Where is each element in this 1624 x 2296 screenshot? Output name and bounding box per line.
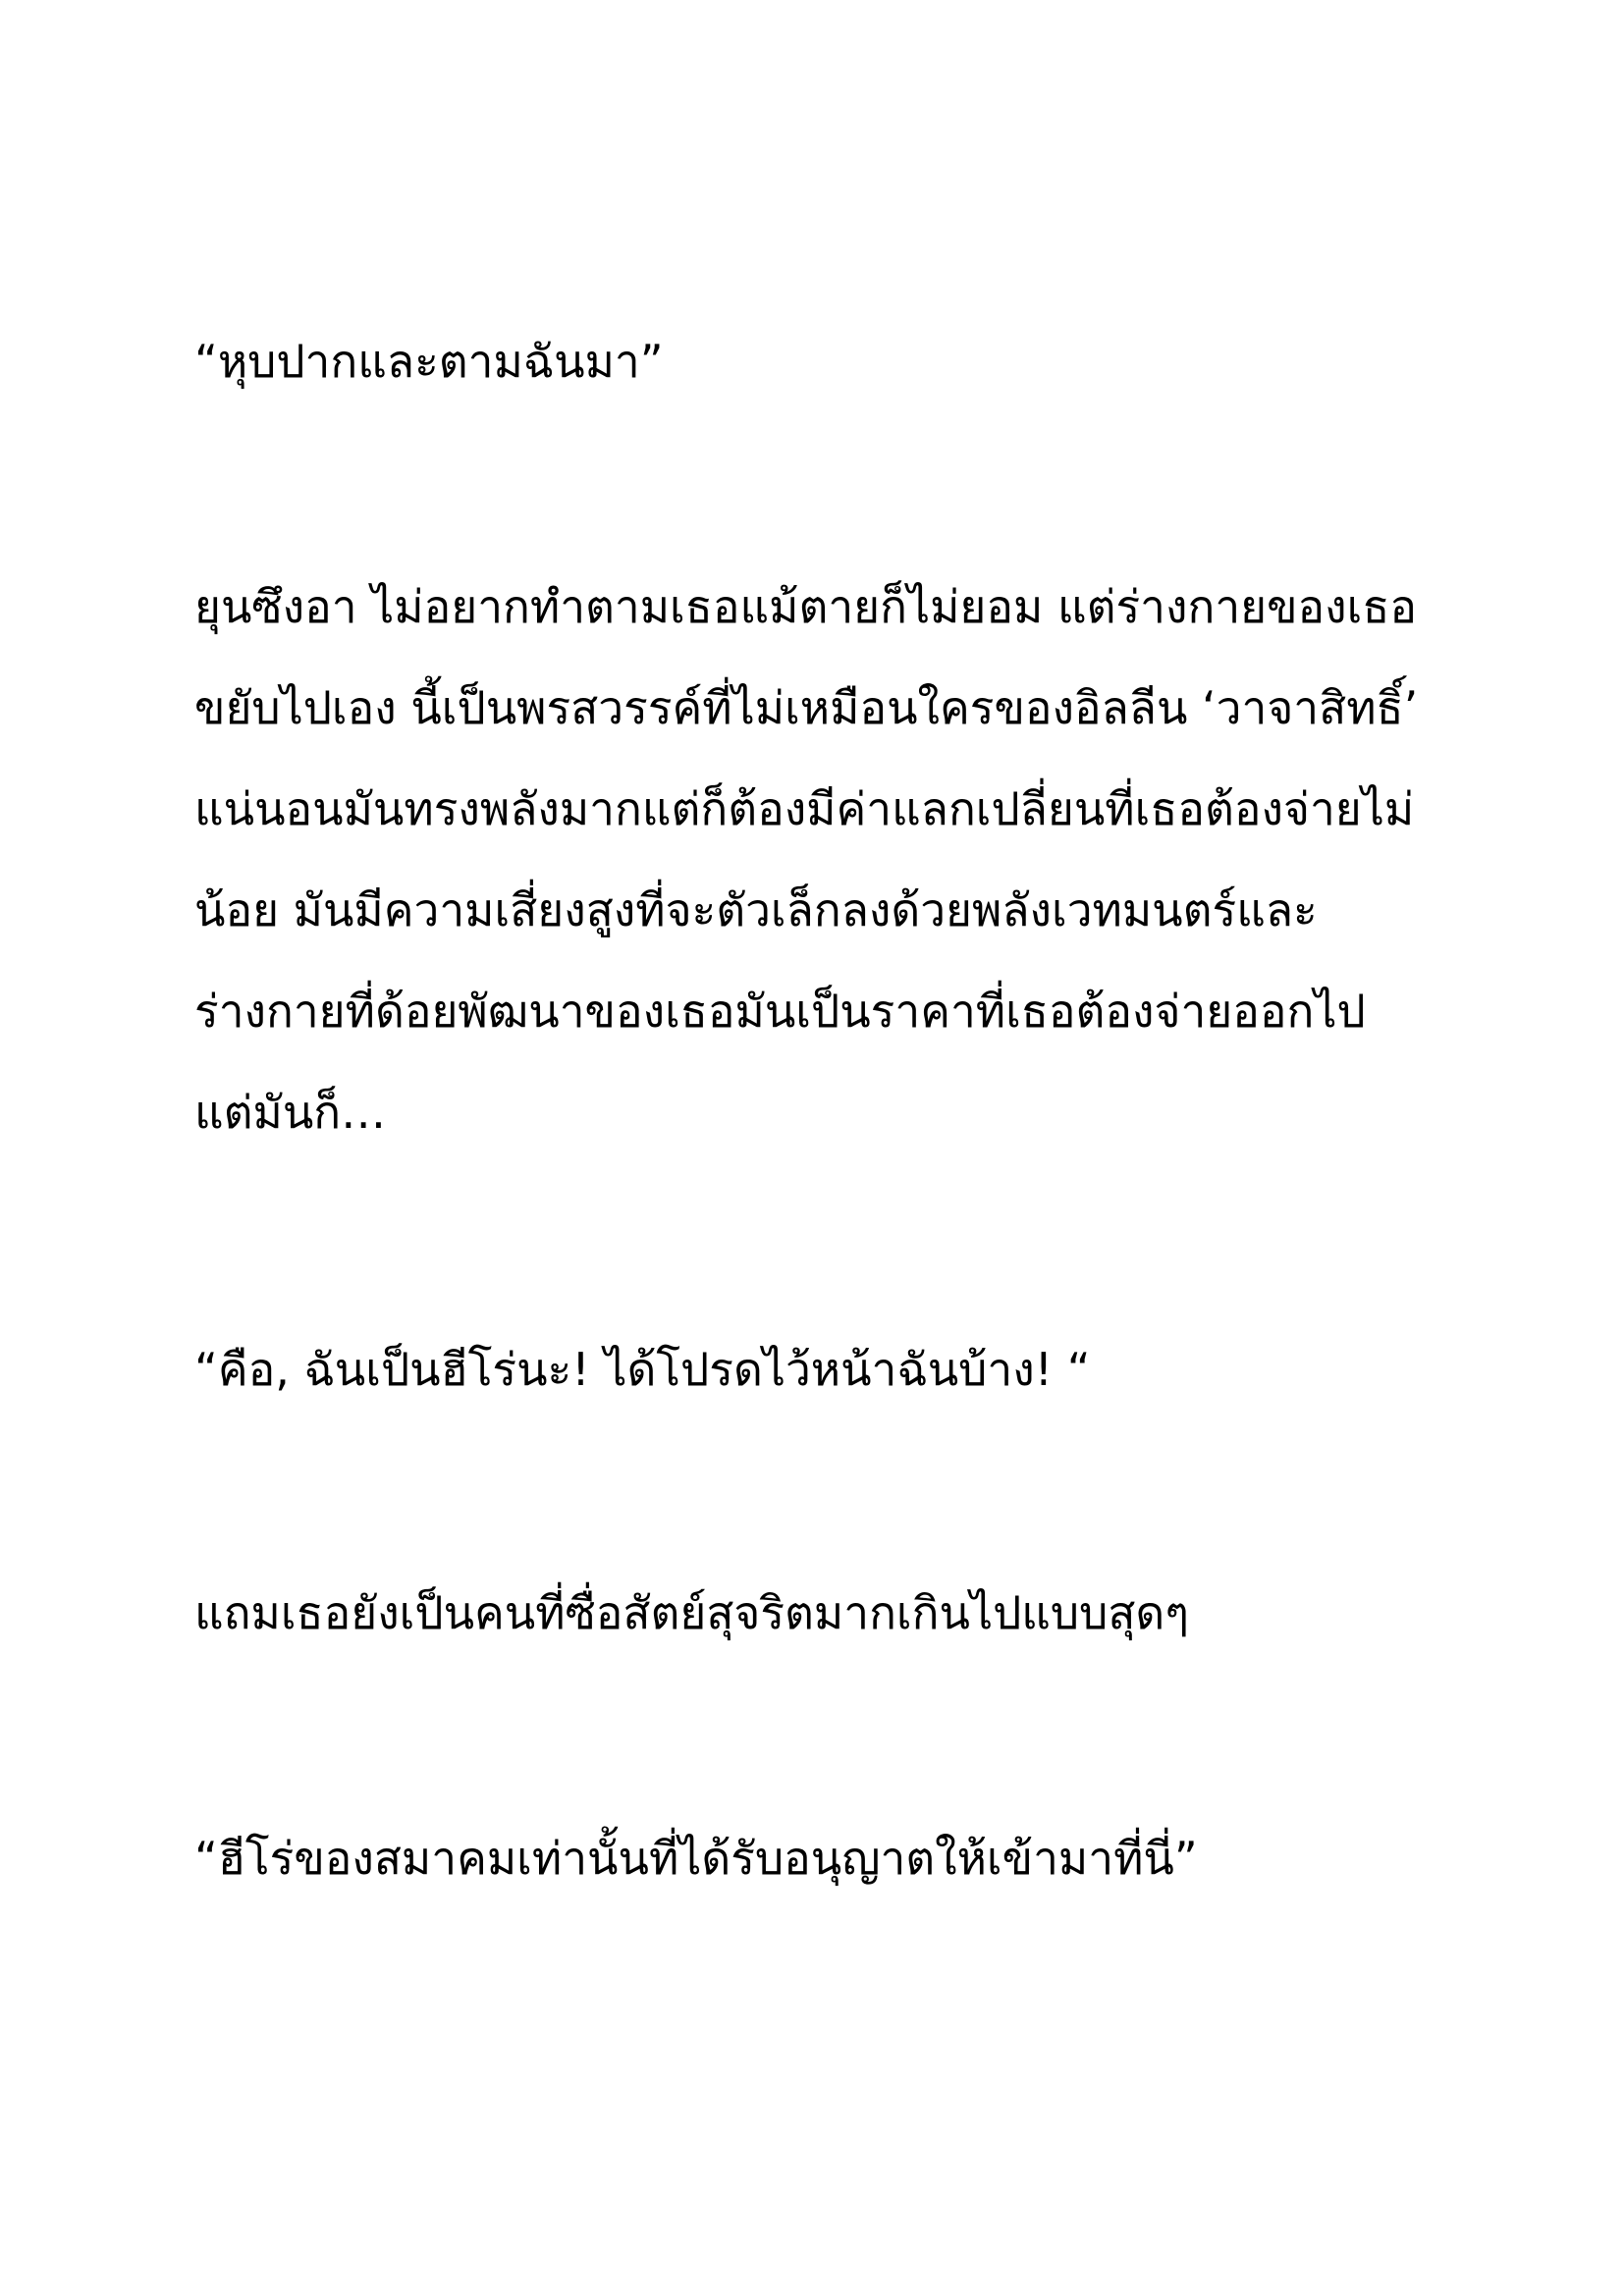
narration-line: ร่างกายที่ด้อยพัฒนาของเธอมันเป็นราคาที่เธอต้องจ่ายออกไป: [194, 985, 1366, 1038]
dialogue-line: “ฮีโร่ของสมาคมเท่านั้นที่ได้รับอนุญาตให้เข้ามาที่นี่”: [194, 1832, 1198, 1885]
narration-line: แน่นอนมันทรงพลังมากแต่ก็ต้องมีค่าแลกเปลี่ยนที่เธอต้องจ่ายไม่: [194, 782, 1415, 835]
narration-line: น้อย มันมีความเสี่ยงสูงที่จะตัวเล็กลงด้วยพลังเวทมนตร์และ: [194, 883, 1318, 936]
narration-line: ยุนซึงอา ไม่อยากทำตามเธอแม้ตายก็ไม่ยอม แต่ร่างกายของเธอ: [194, 580, 1418, 633]
dialogue-line: “หุบปากและตามฉันมา”: [194, 335, 664, 388]
narration-line: ขยับไปเอง นี้เป็นพรสวรรค์ที่ไม่เหมือนใครของอิลลีน ‘วาจาสิทธิ์’: [194, 681, 1419, 734]
narration-line: แต่มันก็…: [194, 1086, 387, 1139]
narration-line: แถมเธอยังเป็นคนที่ซื่อสัตย์สุจริตมากเกินไปแบบสุดๆ: [194, 1586, 1189, 1639]
dialogue-line: “คือ, ฉันเป็นฮีโร่นะ! ได้โปรดไว้หน้าฉันบ้าง! “: [194, 1343, 1091, 1396]
